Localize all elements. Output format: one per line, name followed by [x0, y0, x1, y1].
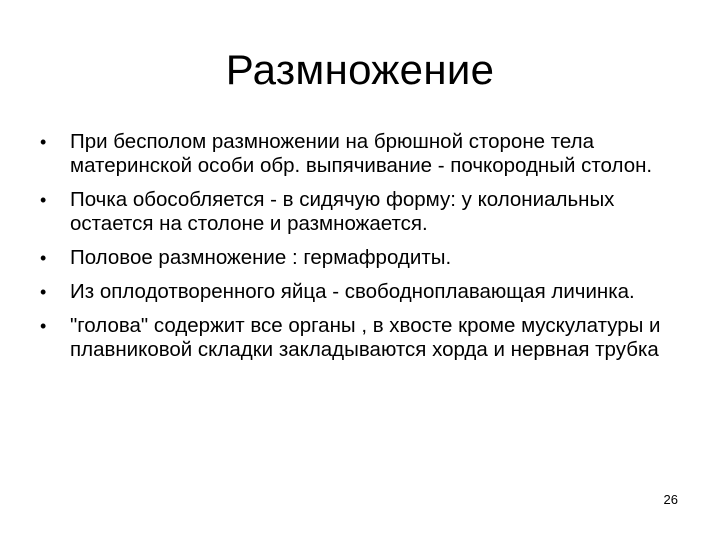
bullet-item — [38, 314, 678, 362]
bullet-item — [38, 188, 678, 236]
bullet-item — [38, 130, 678, 178]
bullet-icon: • — [40, 248, 47, 268]
bullet-icon: • — [40, 190, 47, 210]
bullet-text: Из оплодотворенного яйца - свободноплавающая личинка. — [70, 280, 635, 303]
bullet-icon: • — [40, 132, 47, 152]
bullet-text: Половое размножение : гермафродиты. — [70, 246, 452, 269]
bullet-text: "голова" содержит все органы , в хвосте кроме мускулатуры и плавниковой складки закладываются хорда и нервная трубка — [70, 314, 661, 361]
bullet-item — [38, 246, 678, 270]
bullet-text: При бесполом размножении на брюшной стороне тела материнской особи обр. выпячивание - почкородный столон. — [70, 130, 653, 177]
bullet-icon: • — [40, 316, 47, 336]
slide-title: Размножение — [225, 46, 495, 93]
bullet-icon: • — [40, 282, 47, 302]
bullet-list — [38, 130, 678, 372]
page-number: 26 — [663, 492, 678, 507]
bullet-item — [38, 280, 678, 304]
bullet-text: Почка обособляется - в сидячую форму: у колониальных остается на столоне и размножается. — [70, 188, 615, 235]
